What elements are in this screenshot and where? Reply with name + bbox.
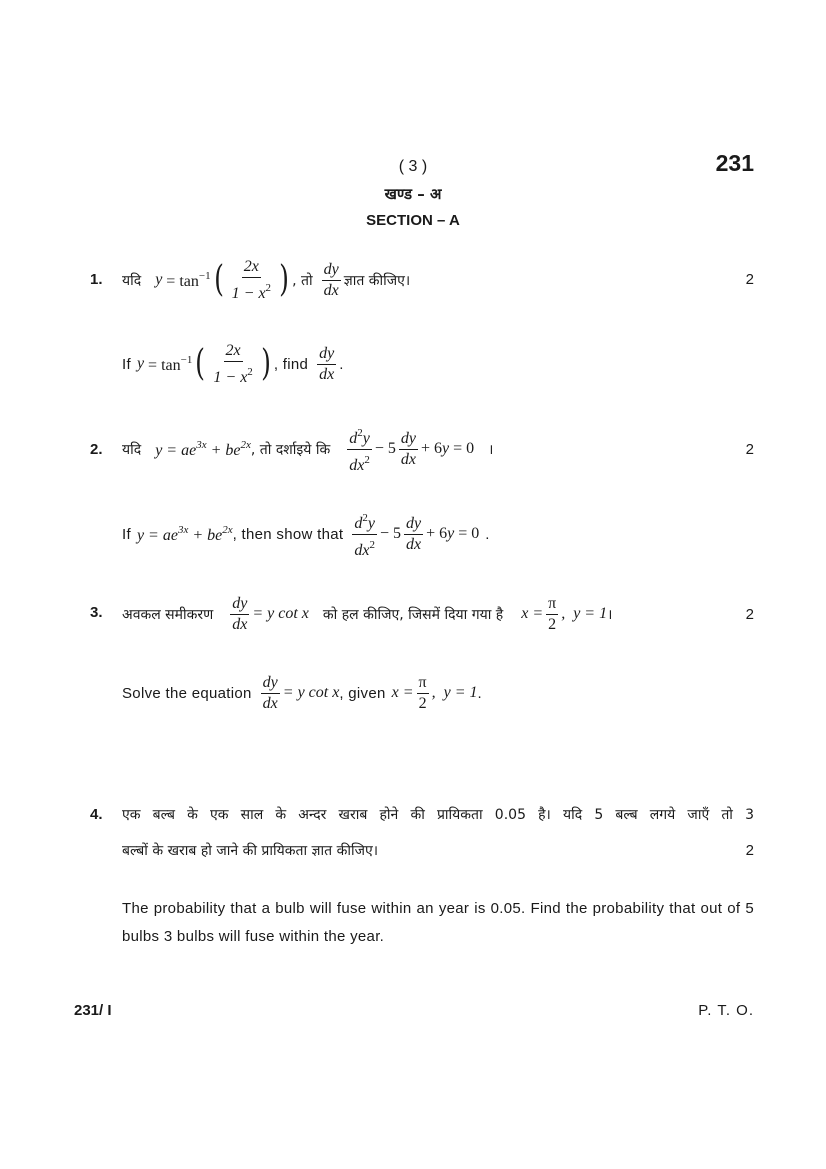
question-1-number: 1. — [90, 271, 103, 288]
question-3-number: 3. — [90, 604, 103, 621]
question-1-marks: 2 — [745, 271, 754, 288]
q1-english-suffix: . — [339, 355, 344, 373]
q2-english-suffix: . — [485, 525, 490, 543]
question-4-english: The probability that a bulb will fuse within an year is 0.05. Find the probability that out of 5 bulbs 3 bulbs will fuse within the year. — [122, 900, 754, 945]
question-3-marks: 2 — [745, 606, 754, 623]
q1-hindi-suffix: ज्ञात कीजिए। — [343, 272, 411, 289]
q3-hindi-suffix: । — [607, 606, 613, 623]
question-2-english: If $y = ae^{3x} + be^{2x}$ , then show that $\frac{d^2y}{dx^2}$ − 5 $\frac{dy}{dx}$ + 6y = 0 . — [122, 512, 490, 556]
section-title-english: SECTION – A — [366, 212, 460, 229]
footer-pto: P. T. O. — [698, 1002, 754, 1019]
q2-english-prefix: If — [122, 525, 131, 543]
section-title-hindi: खण्ड – अ — [384, 185, 442, 203]
q3-english-prefix: Solve the equation — [122, 684, 252, 702]
q3-english-mid: , given — [339, 684, 386, 702]
question-3-english: Solve the equation $\frac{dy}{dx}$ = y cot x , given x = $\frac{\pi}{2}$ , y = 1 . — [122, 673, 482, 712]
q3-hindi-mid: को हल कीजिए, जिसमें दिया गया है — [322, 606, 504, 623]
q1-equation-hindi: y — [155, 271, 163, 288]
q2-hindi-prefix: यदि — [122, 441, 142, 458]
q2-equation-hindi: $y = ae^{3x} + be^{2x}$ — [155, 438, 251, 459]
footer-paper-code: 231/ I — [74, 1002, 112, 1019]
page-number: ( 3 ) — [398, 158, 428, 175]
question-3-hindi: अवकल समीकरण $\frac{dy}{dx}$ = y cot x को हल कीजिए, जिसमें दिया गया है x = $\frac{\pi}{2}$ , y = 1 । — [122, 594, 613, 633]
question-4-hindi-line-1: एक बल्ब के एक साल के अन्दर खराब होने की प्रायिकता 0.05 है। यदि 5 बल्ब लगये जाएँ तो 3 — [122, 807, 754, 823]
q2-english-mid: , then show that — [232, 525, 344, 543]
question-1-english: If y = $\tan^{-1}$ ( $\frac{2x}{1 - x^2}$ ) , find $\frac{dy}{dx}$ . — [122, 341, 344, 386]
question-2-number: 2. — [90, 441, 103, 458]
q2-hindi-mid: , तो दर्शाइये कि — [250, 441, 331, 458]
q2-hindi-suffix: । — [488, 441, 494, 458]
question-4-marks: 2 — [745, 842, 754, 859]
question-2-marks: 2 — [745, 441, 754, 458]
question-1-hindi: यदि y = $\tan^{-1}$ ( $\frac{2x}{1 - x^2}$ ) , तो $\frac{dy}{dx}$ ज्ञात कीजिए। — [122, 257, 411, 302]
q1-english-mid: , find — [273, 355, 309, 373]
question-4-number: 4. — [90, 806, 103, 823]
question-2-hindi: यदि $y = ae^{3x} + be^{2x}$ , तो दर्शाइये कि $\frac{d^2y}{dx^2}$ − 5 $\frac{dy}{dx}$ + 6y = 0 । — [122, 427, 493, 471]
q2-equation-english: $y = ae^{3x} + be^{2x}$ — [136, 523, 233, 544]
q1-hindi-prefix: यदि — [122, 272, 142, 289]
q3-hindi-prefix: अवकल समीकरण — [122, 606, 214, 623]
q3-english-suffix: . — [477, 684, 482, 702]
paper-code: 231 — [715, 150, 754, 176]
q1-hindi-mid: , तो — [292, 272, 313, 289]
q1-equation-english: y — [136, 355, 145, 372]
q1-english-prefix: If — [122, 355, 131, 373]
question-4-hindi-line-2: बल्बों के खराब हो जाने की प्रायिकता ज्ञात कीजिए। — [122, 843, 379, 859]
